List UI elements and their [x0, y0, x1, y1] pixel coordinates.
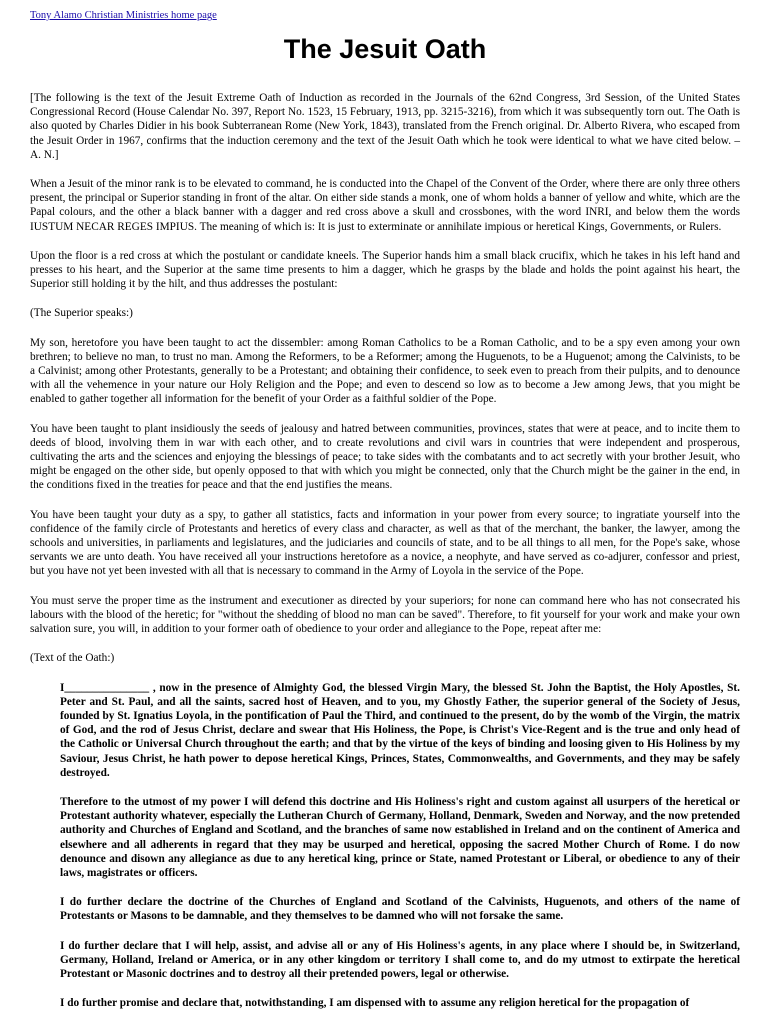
oath-paragraph: I do further promise and declare that, notwithstanding, I am dispensed with to assume any religion heretical for the propagation of	[60, 997, 690, 1010]
superior-speaks-label: (The Superior speaks:)	[30, 307, 133, 320]
intro-paragraph: [The following is the text of the Jesuit Extreme Oath of Induction as recorded in the Journals of the 62nd Congress, 3rd Session, of the United States Congressional Record (House Calendar No. 397, Report No. 1523, 15 February, 1913, pp. 3215-3216), from which it was subsequently torn out. The Oath is also quoted by Charles Didier in his book Subterranean Rome (New York, 1843), translated from the French original. Dr. Alberto Rivera, who escaped from the Jesuit Order in 1967, confirms that the induction ceremony and the text of the Jesuit Oath which he took were identical to what we have cited below. – A. N.]	[30, 92, 740, 161]
oath-paragraph: I do further declare that I will help, assist, and advise all or any of His Holiness's agents, in any place where I should be, in Switzerland, Germany, Holland, Ireland or America, or in any other kingdom or territory I shall come to, and do my utmost to extirpate the heretical Protestant or Masonic doctrines and to destroy all their pretended powers, legal or otherwise.	[60, 939, 740, 980]
address-paragraph: You have been taught your duty as a spy, to gather all statistics, facts and information in your power from every source; to ingratiate yourself into the confidence of the family circle of Protestants and heretics of every class and character, as well as that of the merchant, the banker, the lawyer, among the schools and universities, in parliaments and legislatures, and the judiciaries and councils of state, and to be all things to all men, for the Pope's sake, whose servants we are unto death. You have received all your instructions heretofore as a novice, a neophyte, and have served as co-adjurer, confessor and priest, but you have not yet been invested with all that is necessary to command in the Army of Loyola in the service of the Pope.	[30, 508, 740, 578]
page-title: The Jesuit Oath	[283, 34, 487, 64]
document-page	[30, 0, 740, 1025]
oath-text-label: (Text of the Oath:)	[30, 652, 115, 665]
oath-paragraph: I_______________ , now in the presence of Almighty God, the blessed Virgin Mary, the blessed St. John the Baptist, the Holy Apostles, St. Peter and St. Paul, and all the saints, sacred host of Heaven, and to you, my Ghostly Father, the superior general of the Society of Jesus, founded by St. Ignatius Loyola, in the pontification of Paul the Third, and continued to the present, do by the womb of the Virgin, the matrix of God, and the rod of Jesus Christ, declare and swear that His Holiness, the Pope, is Christ's Vice-Regent and is the true and only head of the Catholic or Universal Church throughout the earth; and that by the virtue of the keys of binding and loosing given to His Holiness by my Saviour, Jesus Christ, he hath power to depose heretical Kings, Princes, States, Commonwealths, and Governments, and they may be safely destroyed.	[60, 681, 740, 779]
oath-text	[30, 681, 740, 1011]
oath-paragraph: I do further declare the doctrine of the Churches of England and Scotland of the Calvinists, Huguenots, and others of the name of Protestants or Masons to be damnable, and they themselves to be damned who will not forsake the same.	[60, 896, 740, 923]
address-paragraph: You have been taught to plant insidiously the seeds of jealousy and hatred between communities, provinces, states that were at peace, and to incite them to deeds of blood, involving them in war with each other, and to create revolutions and civil wars in countries that were independent and prosperous, cultivating the arts and the sciences and enjoying the blessings of peace; to take sides with the combatants and to act secretly with your brother Jesuit, who might be engaged on the other side, but openly opposed to that with which you might be connected, only that the Church might be the gainer in the end, in the conditions fixed in the treaties for peace and that the end justifies the means.	[30, 422, 740, 492]
address-paragraph: You must serve the proper time as the instrument and executioner as directed by your superiors; for none can command here who has not consecrated his labours with the blood of the heretic; for "without the shedding of blood no man can be saved". Therefore, to fit yourself for your work and make your own salvation sure, you will, in addition to your former oath of obedience to your order and allegiance to the Pope, repeat after me:	[30, 594, 740, 636]
oath-paragraph: Therefore to the utmost of my power I will defend this doctrine and His Holiness's right and custom against all usurpers of the heretical or Protestant authority whatever, especially the Lutheran Church of Germany, Holland, Denmark, Sweden and Norway, and the now pretended authority and Churches of England and Scotland, and the branches of same now established in Ireland and on the continent of America and elsewhere and all adherents in regard that they may be usurped and heretical, opposing the sacred Mother Church of Rome. I do now denounce and disown any allegiance as due to any heretical king, prince or State, named Protestant or Liberal, or obedience to any of their laws, magistrates or officers.	[60, 795, 740, 879]
home-page-link[interactable]: Tony Alamo Christian Ministries home page	[30, 10, 217, 21]
ceremony-paragraph: Upon the floor is a red cross at which the postulant or candidate kneels. The Superior hands him a small black crucifix, which he takes in his left hand and presses to his heart, and the Superior at the same time presents to him a dagger, which he grasps by the blade and holds the point against his heart, the Superior still holding it by the hilt, and thus addresses the postulant:	[30, 249, 740, 291]
ceremony-paragraph: When a Jesuit of the minor rank is to be elevated to command, he is conducted into the Chapel of the Convent of the Order, where there are only three others present, the principal or Superior standing in front of the altar. On either side stands a monk, one of whom holds a banner of yellow and white, which are the Papal colours, and the other a black banner with a dagger and red cross above a skull and crossbones, with the word INRI, and below them the words IUSTUM NECAR REGES IMPIUS. The meaning of which is: It is just to exterminate or annihilate impious or heretical Kings, Governments, or Rulers.	[30, 178, 740, 233]
address-paragraph: My son, heretofore you have been taught to act the dissembler: among Roman Catholics to be a Roman Catholic, and to be a spy even among your own brethren; to believe no man, to trust no man. Among the Reformers, to be a Reformer; among the Huguenots, to be a Huguenot; among the Calvinists, to be a Calvinist; among other Protestants, generally to be a Protestant; and obtaining their confidence, to seek even to preach from their pulpits, and to denounce with all the vehemence in your nature our Holy Religion and the Pope; and even to descend so low as to become a Jew among Jews, that you might be enabled to gather together all information for the benefit of your Order as a faithful soldier of the Pope.	[30, 336, 740, 406]
document-body	[30, 91, 740, 1010]
